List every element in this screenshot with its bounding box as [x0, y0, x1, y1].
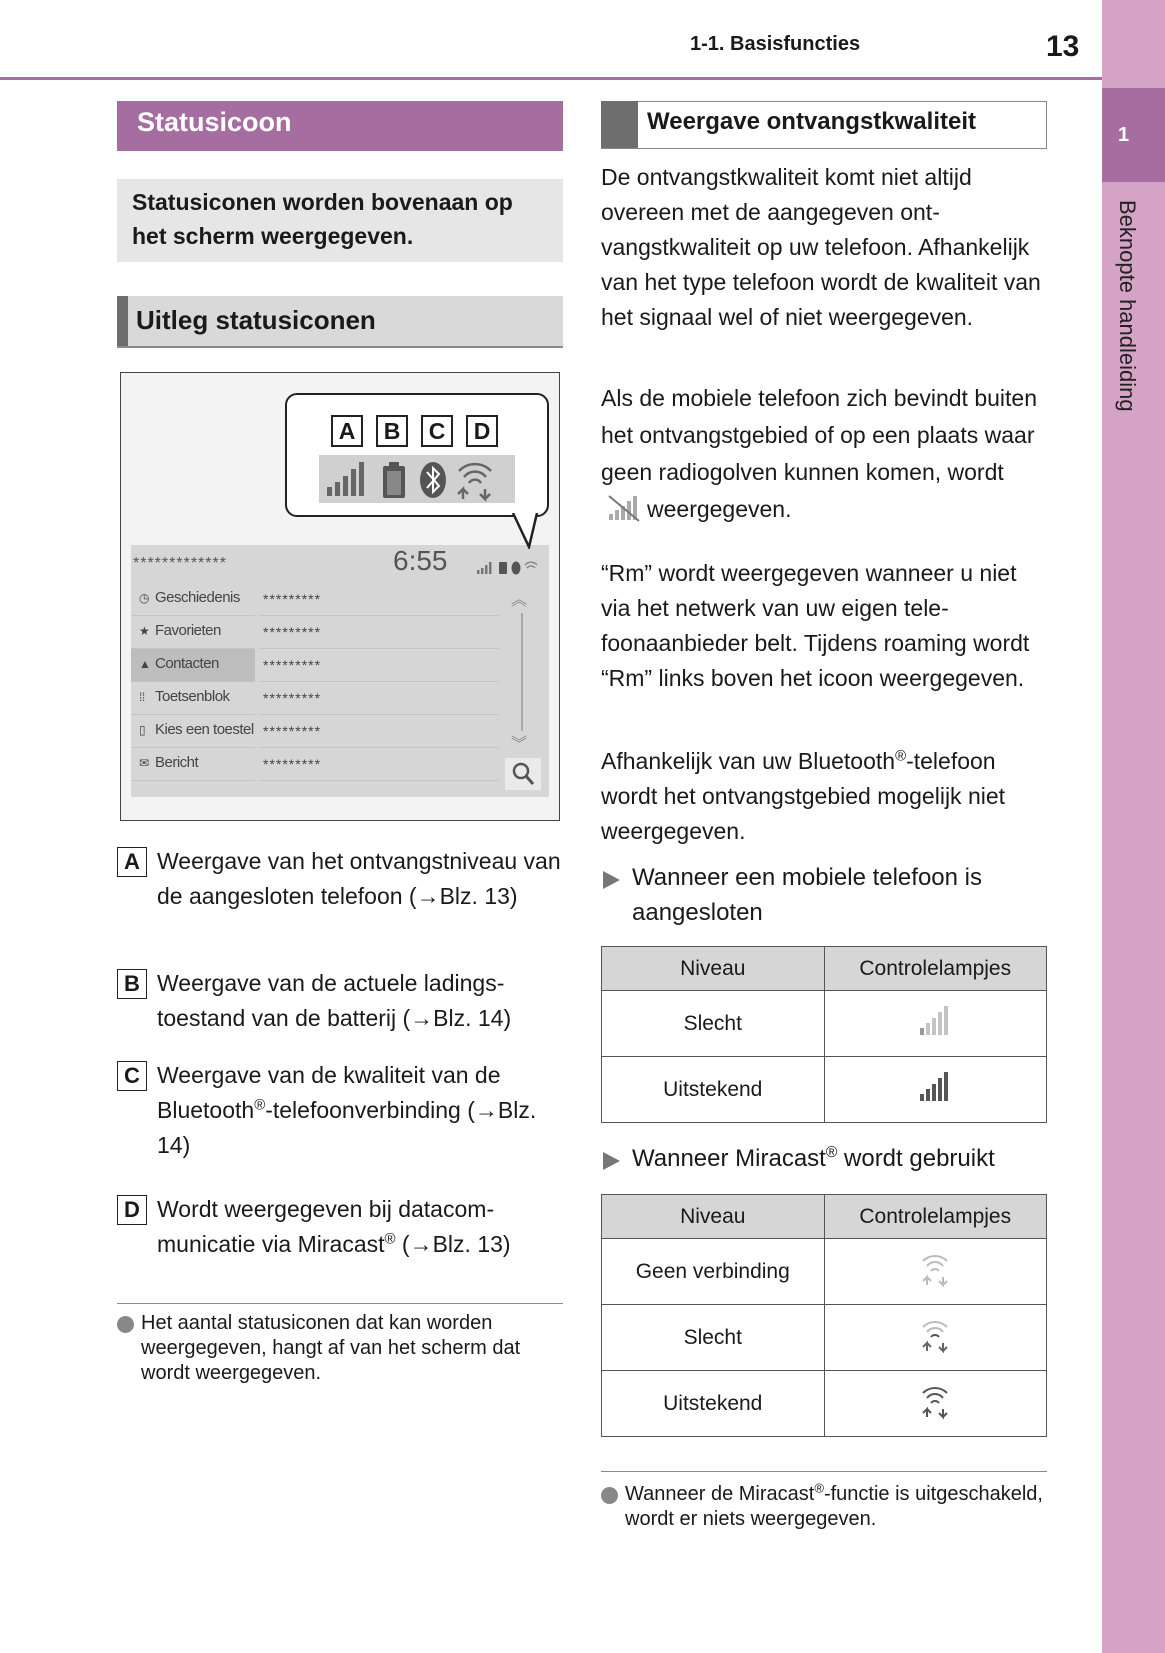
table-header-row	[602, 947, 1047, 991]
clock-icon: ◷	[139, 591, 149, 605]
legend-key: B	[117, 969, 147, 999]
menu-item-label: Kies een toestel	[155, 721, 254, 738]
legend-item-b	[117, 966, 563, 1036]
note-left: Het aantal statusiconen dat kan worden weergegeven, hangt af van het scherm dat wordt weergegeven.	[117, 1311, 563, 1386]
menu-item-kies-toestel[interactable]	[131, 715, 255, 748]
heading-ontvangstkwaliteit	[601, 101, 1047, 149]
screen-status-icons	[477, 559, 541, 580]
chapter-label: Beknopte handleiding	[1115, 200, 1140, 412]
star-icon: ★	[139, 624, 150, 638]
table-row	[602, 1057, 1047, 1123]
list-item[interactable]: *********	[259, 748, 499, 781]
menu-item-label: Contacten	[155, 655, 219, 672]
bullet-phone-connected: Wanneer een mobiele telefoon is aangesloten	[601, 860, 1047, 930]
legend-text: Weergave van de kwaliteit van de Bluetooth®-telefoonverbinding (→Blz. 14)	[157, 1062, 537, 1158]
list-item[interactable]: *********	[259, 715, 499, 748]
key-a: A	[331, 415, 363, 447]
indicator-cell	[824, 991, 1047, 1057]
screen-clock: 6:55	[393, 545, 448, 576]
scroll-down-icon[interactable]: ︾	[511, 736, 528, 753]
legend-item-d	[117, 1192, 563, 1262]
key-b: B	[376, 415, 408, 447]
legend-item-c	[117, 1058, 563, 1163]
level-cell: Slecht	[602, 1305, 825, 1371]
callout-bubble	[285, 393, 549, 517]
callout-pointer	[511, 513, 541, 549]
chapter-number: 1	[1118, 124, 1130, 146]
column-header-level: Niveau	[602, 947, 825, 991]
menu-item-label: Bericht	[155, 754, 199, 771]
menu-item-toetsenblok[interactable]	[131, 682, 255, 715]
signal-icon	[327, 462, 364, 496]
person-icon: ▲	[139, 657, 151, 671]
paragraph-4: Afhankelijk van uw Bluetooth®-telefoon wordt het ontvangstgebied mogelijk niet weergegeven.	[601, 747, 1006, 844]
signal-weak-icon	[917, 1004, 953, 1038]
menu-item-favorieten[interactable]	[131, 616, 255, 649]
header-rule	[0, 77, 1102, 80]
status-icon-figure	[120, 372, 560, 821]
legend-text: Weergave van het ontvangstniveau van de aangesloten telefoon (→Blz. 13)	[157, 848, 561, 909]
divider	[117, 1303, 563, 1304]
wifi-full-icon	[917, 1383, 953, 1419]
bullet-miracast: Wanneer Miracast® wordt gebruikt	[601, 1141, 1047, 1176]
column-header-level: Niveau	[602, 1195, 825, 1239]
legend-item-a	[117, 844, 563, 914]
phone-select-icon: ▯	[139, 723, 146, 737]
level-cell: Geen verbinding	[602, 1239, 825, 1305]
paragraph-1: De ontvangstkwaliteit komt niet altijd overeen met de aangegeven ontvangstkwaliteit op uw telefoon. Afhankelijk van het type telefoon wordt de kwaliteit van het signaal wel of niet weergegeven.	[601, 164, 1041, 330]
legend-key: A	[117, 847, 147, 877]
scroll-track	[521, 613, 523, 731]
subheading-uitleg	[117, 296, 563, 348]
heading-statusicoon: Statusicoon	[117, 101, 563, 151]
indicator-cell	[824, 1371, 1047, 1437]
column-header-indicator: Controlelampjes	[824, 947, 1047, 991]
wifi-none-icon	[917, 1251, 953, 1287]
search-icon	[505, 758, 541, 790]
legend-text: Weergave van de actuele ladingstoestand van de batterij (→Blz. 14)	[157, 970, 512, 1031]
keypad-icon: ⁞⁞	[139, 690, 145, 704]
screen-scrollbar[interactable]	[503, 583, 541, 791]
table-miracast-levels	[601, 1194, 1047, 1437]
signal-full-icon	[917, 1070, 953, 1104]
menu-item-bericht[interactable]	[131, 748, 255, 781]
heading-text: Weergave ontvangstkwaliteit	[647, 108, 976, 135]
key-d: D	[466, 415, 498, 447]
bluetooth-icon	[420, 462, 446, 498]
screen-menu	[131, 583, 255, 781]
envelope-icon: ✉	[139, 756, 149, 770]
indicator-cell	[824, 1239, 1047, 1305]
table-row	[602, 1239, 1047, 1305]
intro-box: Statusiconen worden bovenaan op het scherm weergegeven.	[117, 179, 563, 262]
subheading-text: Uitleg statusiconen	[136, 305, 376, 335]
menu-item-label: Toetsenblok	[155, 688, 230, 705]
table-row	[602, 1371, 1047, 1437]
level-cell: Uitstekend	[602, 1371, 825, 1437]
legend-key: D	[117, 1195, 147, 1225]
column-header-indicator: Controlelampjes	[824, 1195, 1047, 1239]
menu-item-contacten[interactable]	[131, 649, 255, 682]
menu-item-geschiedenis[interactable]	[131, 583, 255, 616]
indicator-cell	[824, 1305, 1047, 1371]
key-c: C	[421, 415, 453, 447]
indicator-cell	[824, 1057, 1047, 1123]
status-icon-strip	[319, 455, 515, 503]
menu-item-label: Geschiedenis	[155, 589, 240, 606]
chapter-tab[interactable]	[1102, 88, 1165, 182]
miracast-icon	[458, 464, 491, 499]
section-title: 1-1. Basisfuncties	[690, 33, 861, 55]
screen-title: *************	[133, 555, 227, 572]
table-row	[602, 991, 1047, 1057]
level-cell: Slecht	[602, 991, 825, 1057]
table-row	[602, 1305, 1047, 1371]
search-button[interactable]	[505, 758, 541, 790]
note-right: Wanneer de Miracast®-functie is uitgeschakeld, wordt er niets weergegeven.	[601, 1482, 1047, 1532]
battery-icon	[383, 462, 405, 498]
list-item[interactable]: *********	[259, 583, 499, 616]
legend-text: Wordt weergegeven bij datacommunicatie via Miracast® (→Blz. 13)	[157, 1196, 511, 1257]
list-item[interactable]: *********	[259, 616, 499, 649]
signal-none-icon	[605, 493, 643, 523]
paragraph-3: “Rm” wordt weergegeven wanneer u niet via het netwerk van uw eigen telefoonaanbieder belt. Tijdens roaming wordt “Rm” links boven het icoon weergegeven.	[601, 560, 1030, 691]
list-item[interactable]: *********	[259, 682, 499, 715]
wifi-weak-icon	[917, 1317, 953, 1353]
legend-key: C	[117, 1061, 147, 1091]
paragraph-2: Als de mobiele telefoon zich bevindt buiten het ontvangstgebied of op een plaats waar geen radiogolven kunnen komen, wordt weergegeven.	[601, 385, 1038, 522]
screen-list	[259, 583, 499, 781]
menu-item-label: Favorieten	[155, 622, 221, 639]
level-cell: Uitstekend	[602, 1057, 825, 1123]
list-item[interactable]: *********	[259, 649, 499, 682]
table-signal-levels	[601, 946, 1047, 1123]
phone-screen	[131, 545, 549, 797]
divider	[601, 1471, 1047, 1472]
key-row	[331, 415, 498, 447]
table-header-row	[602, 1195, 1047, 1239]
scroll-up-icon[interactable]: ︽	[511, 592, 528, 609]
page-number: 13	[1046, 30, 1080, 63]
